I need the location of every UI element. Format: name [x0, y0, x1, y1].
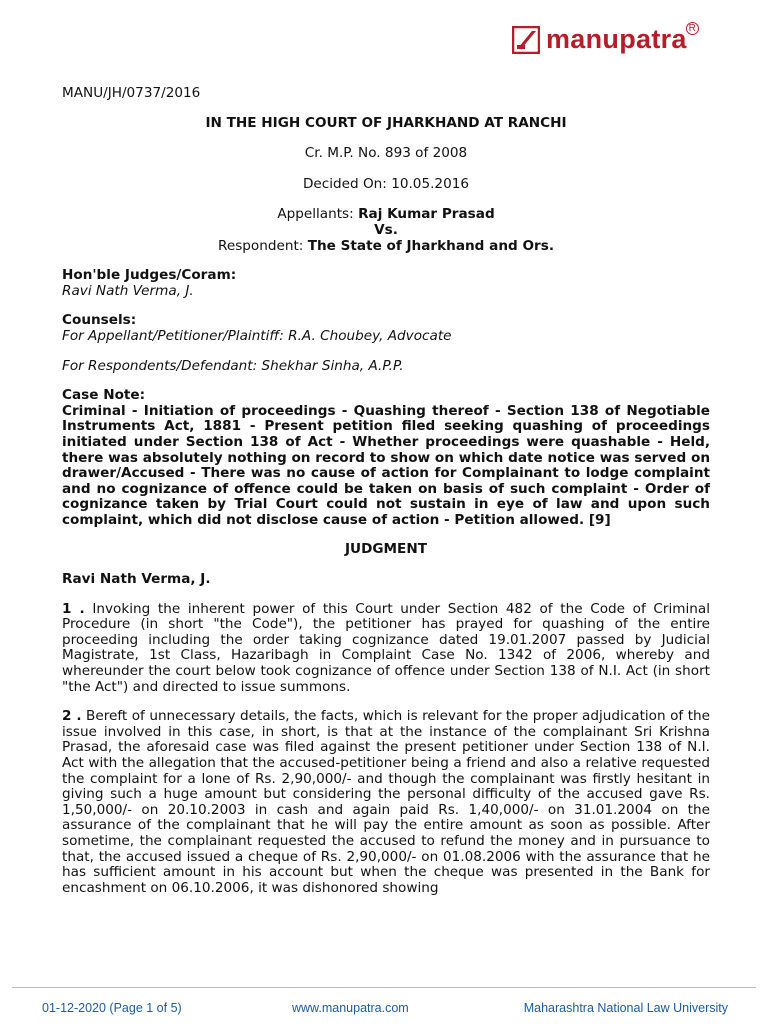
- manupatra-logo: [512, 23, 696, 55]
- paragraph-2: [62, 709, 710, 896]
- paragraph-2-number: 2 .: [62, 708, 82, 725]
- counsels-heading: Counsels:: [62, 312, 137, 329]
- respondent-line: [62, 239, 710, 255]
- appellants-line: [62, 207, 710, 223]
- brand-name: manupatra: [546, 24, 687, 54]
- appellants-name: Raj Kumar Prasad: [358, 206, 495, 223]
- manupatra-logo-icon: [512, 26, 540, 54]
- versus: Vs.: [374, 221, 398, 238]
- counsel-respondent: For Respondents/Defendant: Shekhar Sinha, A.P.P.: [62, 357, 404, 374]
- decided-on: Decided On: 10.05.2016: [302, 175, 470, 192]
- document-body: [62, 86, 710, 896]
- judges-name: Ravi Nath Verma, J.: [62, 282, 194, 299]
- appellants-label: Appellants:: [277, 206, 354, 223]
- counsel-appellant: For Appellant/Petitioner/Plaintiff: R.A. Choubey, Advocate: [62, 327, 452, 344]
- case-number: Cr. M.P. No. 893 of 2008: [304, 145, 468, 162]
- court-name: IN THE HIGH COURT OF JHARKHAND AT RANCHI: [205, 114, 567, 131]
- registered-mark: R: [686, 22, 699, 35]
- paragraph-1-number: 1 .: [62, 600, 85, 617]
- paragraph-1: [62, 602, 710, 696]
- case-note-text: Criminal - Initiation of proceedings - Quashing thereof - Section 138 of Negotiable Instruments Act, 1881 - Present petition filed seeking quashing of proceedings initiated under Section 138 of Act - Whether proceedings were quashable - Held, there was absolutely nothing on record to show on which date notice was served on drawer/Accused - There was no cause of action for Complainant to lodge complaint and no cognizance of offence could be taken on basis of such complaint - Order of cognizance taken by Trial Court could not sustain in eye of law and upon such complaint, which did not disclose cause of action - Petition allowed. [9]: [62, 402, 710, 528]
- paragraph-1-text: Invoking the inherent power of this Court under Section 482 of the Code of Criminal Procedure (in short "the Code"), the petitioner has prayed for quashing of the entire proceeding including the order taking cognizance dated 19.01.2007 passed by Judicial Magistrate, 1st Class, Hazaribagh in Complaint Case No. 1342 of 2006, whereby and whereunder the court below took cognizance of offence under Section 138 of N.I. Act (in short "the Act") and directed to issue summons.: [62, 600, 710, 695]
- paragraph-2-text: Bereft of unnecessary details, the facts, which is relevant for the proper adjudication of the issue involved in this case, in short, is that at the instance of the complainant Sri Krishna Prasad, the aforesaid case was filed against the present petitioner under Section 138 of N.I. Act with the allegation that the accused-petitioner being a friend and also a relative requested the complaint for a lone of Rs. 2,90,000/- and though the complainant was firstly hesitant in giving such a huge amount but considering the personal difficulty of the accused gave Rs. 1,50,000/- on 20.10.2003 in cash and again paid Rs. 1,40,000/- on 31.01.2004 on the assurance of the complainant that he will pay the entire amount as soon as possible. After sometime, the complainant requested the accused to refund the money and in pursuance to that, the accused issued a cheque of Rs. 2,90,000/- on 01.08.2006 with the assurance that he has sufficient amount in his account but when the cheque was presented in the Bank for encashment on 06.10.2006, it was dishonored showing: [62, 708, 711, 896]
- case-note-heading: Case Note:: [62, 387, 146, 404]
- footer-licensee: Maharashtra National Law University: [523, 1001, 728, 1015]
- respondent-label: Respondent:: [218, 237, 304, 254]
- judgment-author: Ravi Nath Verma, J.: [62, 571, 211, 588]
- footer-date-page: 01-12-2020 (Page 1 of 5): [42, 1001, 182, 1015]
- judgment-heading: JUDGMENT: [344, 541, 427, 558]
- respondent-name: The State of Jharkhand and Ors.: [307, 237, 554, 254]
- judges-heading: Hon'ble Judges/Coram:: [62, 267, 237, 284]
- citation: MANU/JH/0737/2016: [62, 85, 201, 101]
- footer-divider: [12, 987, 756, 988]
- footer-website[interactable]: www.manupatra.com: [292, 1001, 409, 1015]
